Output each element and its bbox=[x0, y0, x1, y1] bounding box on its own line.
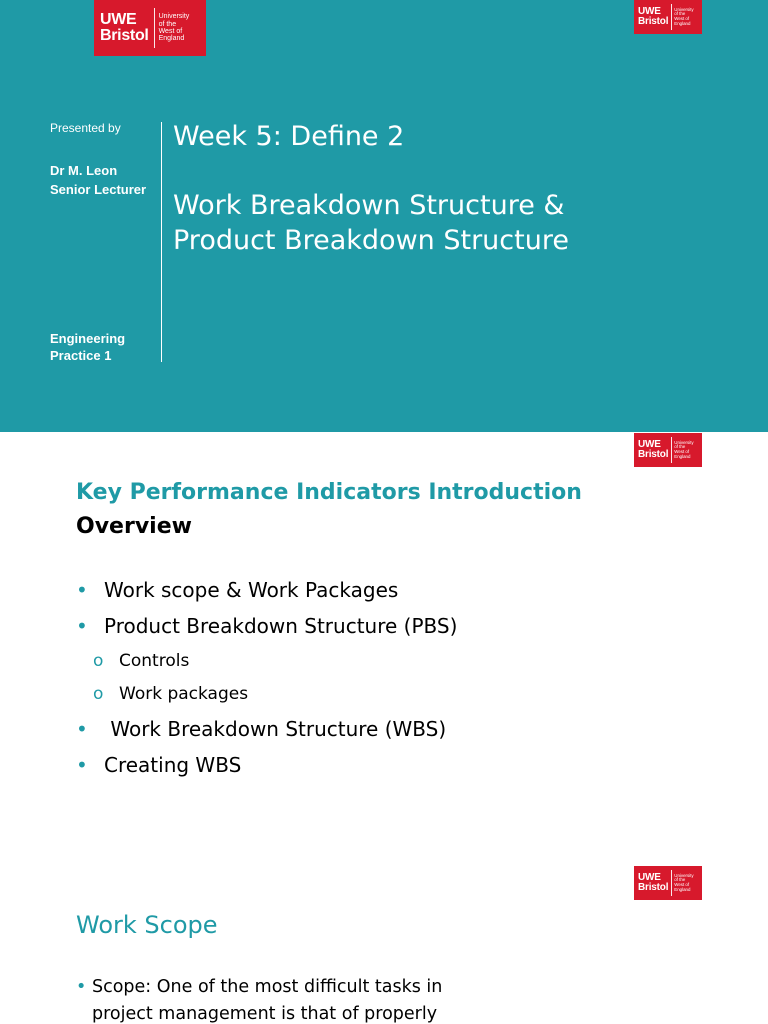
bullet-icon: • bbox=[76, 753, 88, 777]
logo-wordmark: UWE Bristol bbox=[100, 11, 149, 44]
scope-bullet-line2: project management is that of properly bbox=[92, 1004, 438, 1024]
logo-divider bbox=[671, 4, 672, 30]
bullet-icon: • bbox=[76, 578, 88, 602]
list-item bbox=[76, 974, 442, 1024]
title-slide bbox=[0, 0, 768, 432]
slide-heading: Work Scope bbox=[76, 911, 218, 939]
logo-university-text: University of the West of England bbox=[674, 872, 694, 892]
topic-title-line1: Work Breakdown Structure & bbox=[173, 190, 565, 221]
scope-bullet-line1: Scope: One of the most difficult tasks in bbox=[92, 977, 443, 997]
list-item: • Work scope & Work Packages bbox=[76, 578, 399, 602]
list-item: • Work Breakdown Structure (WBS) bbox=[76, 716, 447, 741]
uwe-logo bbox=[94, 0, 206, 56]
course-name-line2: Practice 1 bbox=[50, 348, 112, 363]
slide-heading: Key Performance Indicators Introduction bbox=[76, 480, 582, 505]
work-scope-slide bbox=[0, 866, 768, 1024]
logo-wordmark: UWE Bristol bbox=[638, 872, 669, 893]
logo-divider bbox=[154, 8, 155, 48]
list-item: • Product Breakdown Structure (PBS) bbox=[76, 614, 458, 638]
logo-wordmark: UWE Bristol bbox=[638, 439, 669, 460]
slide-subheading: Overview bbox=[76, 514, 192, 539]
bullet-icon: • bbox=[76, 716, 88, 741]
uwe-logo-small bbox=[634, 433, 702, 467]
course-name-line1: Engineering bbox=[50, 331, 126, 346]
logo-wordmark: UWE Bristol bbox=[638, 6, 669, 27]
sub-bullet-icon: o bbox=[93, 650, 104, 671]
list-item: o Controls bbox=[93, 650, 190, 671]
logo-university-text: University of the West of England bbox=[674, 6, 694, 26]
presenter-name: Dr M. Leon bbox=[50, 163, 118, 178]
sub-bullet-icon: o bbox=[93, 683, 104, 704]
presenter-role: Senior Lecturer bbox=[50, 182, 147, 197]
bullet-icon: • bbox=[76, 977, 87, 997]
overview-slide bbox=[0, 432, 768, 866]
logo-divider bbox=[671, 437, 672, 463]
week-title: Week 5: Define 2 bbox=[173, 121, 405, 152]
presented-by-label: Presented by bbox=[50, 121, 121, 135]
uwe-logo-small bbox=[634, 0, 702, 34]
topic-title-line2: Product Breakdown Structure bbox=[173, 225, 569, 256]
list-item: o Work packages bbox=[93, 683, 249, 704]
vertical-divider bbox=[161, 122, 162, 362]
logo-university-text: University of the West of England bbox=[158, 13, 190, 43]
logo-university-text: University of the West of England bbox=[674, 439, 694, 459]
logo-divider bbox=[671, 870, 672, 896]
uwe-logo-small bbox=[634, 866, 702, 900]
bullet-icon: • bbox=[76, 614, 88, 638]
overview-bullet-list bbox=[76, 572, 457, 783]
list-item: • Creating WBS bbox=[76, 753, 242, 777]
